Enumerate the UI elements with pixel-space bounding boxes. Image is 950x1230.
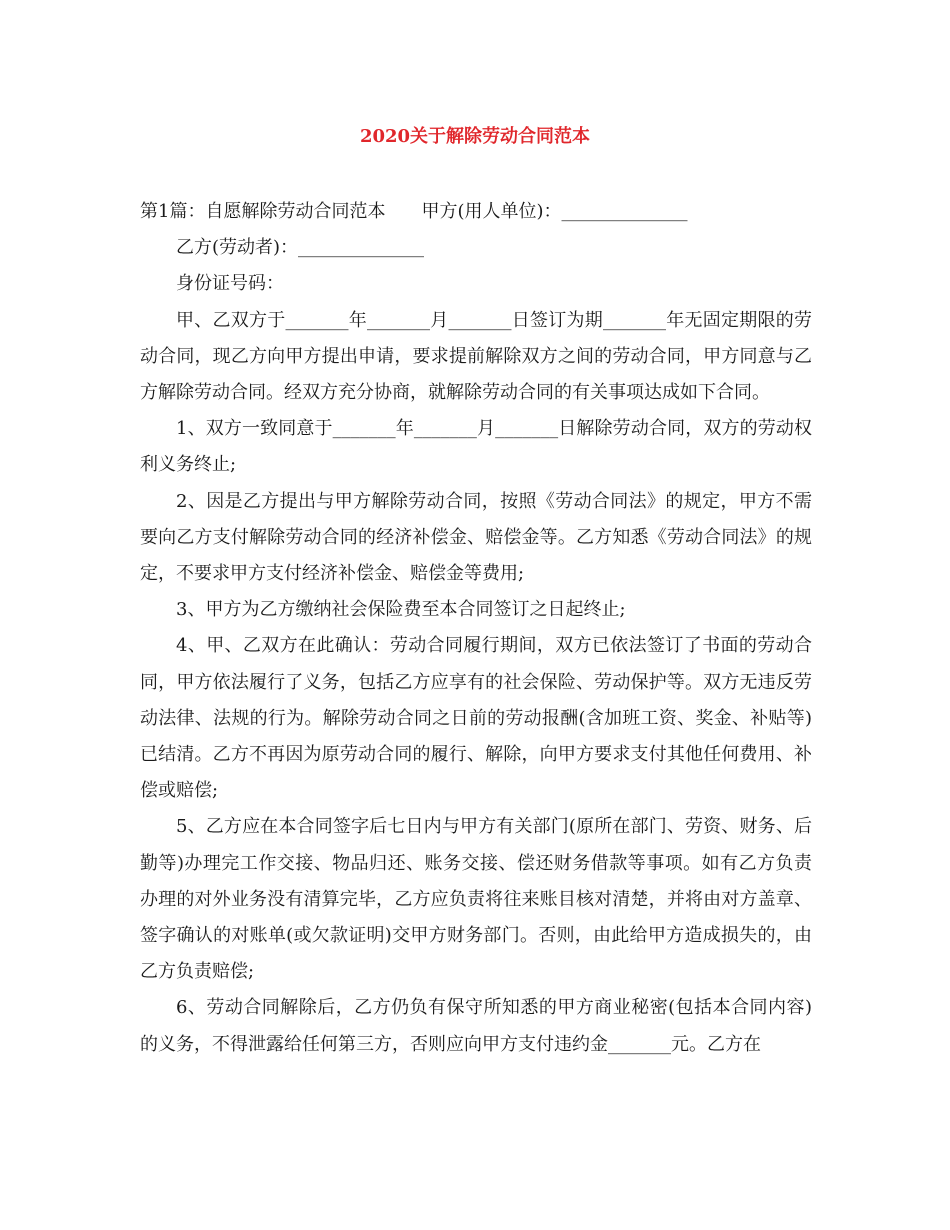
party-a-field: 甲方(用人单位)：______________ [421,201,688,222]
clause-1: 1、双方一致同意于_______年_______月_______日解除劳动合同，双方的劳动权利义务终止; [140,418,812,476]
clause-5: 5、乙方应在本合同签字后七日内与甲方有关部门(原所在部门、劳资、财务、后勤等)办理完工作交接、物品归还、账务交接、偿还财务借款等事项。如有乙方负责办理的对外业务没有清算完毕，乙方应负责将往来账目核对清楚，并将由对方盖章、签字确认的对账单(或欠款证明)交甲方财务部门。否则，由此给甲方造成损失的，由乙方负责赔偿; [140,816,812,983]
header-line [140,194,812,230]
clause-3: 3、甲方为乙方缴纳社会保险费至本合同签订之日起终止; [176,599,626,621]
clause-6: 6、劳动合同解除后，乙方仍负有保守所知悉的甲方商业秘密(包括本合同内容)的义务，不得泄露给任何第三方，否则应向甲方支付违约金_______元。乙方在 [140,997,812,1055]
document-body [140,194,812,1063]
paragraph-intro: 甲、乙双方于_______年_______月_______日签订为期_______年无固定期限的劳动合同，现乙方向甲方提出申请，要求提前解除双方之间的劳动合同，甲方同意与乙方解除劳动合同。经双方充分协商，就解除劳动合同的有关事项达成如下合同。 [140,309,812,404]
chapter-heading: 第1篇：自愿解除劳动合同范本 [140,201,386,222]
clause-2: 2、因是乙方提出与甲方解除劳动合同，按照《劳动合同法》的规定，甲方不需要向乙方支付解除劳动合同的经济补偿金、赔偿金等。乙方知悉《劳动合同法》的规定，不要求甲方支付经济补偿金、赔偿金等费用; [140,490,812,585]
clause-4: 4、甲、乙双方在此确认：劳动合同履行期间，双方已依法签订了书面的劳动合同，甲方依法履行了义务，包括乙方应享有的社会保险、劳动保护等。双方无违反劳动法律、法规的行为。解除劳动合同之日前的劳动报酬(含加班工资、奖金、补贴等)已结清。乙方不再因为原劳动合同的履行、解除，向甲方要求支付其他任何费用、补偿或赔偿; [140,635,812,802]
party-b-field: 乙方(劳动者)：______________ [176,237,425,259]
id-number-field: 身份证号码： [176,273,284,295]
document-title: 2020关于解除劳动合同范本 [359,126,591,147]
